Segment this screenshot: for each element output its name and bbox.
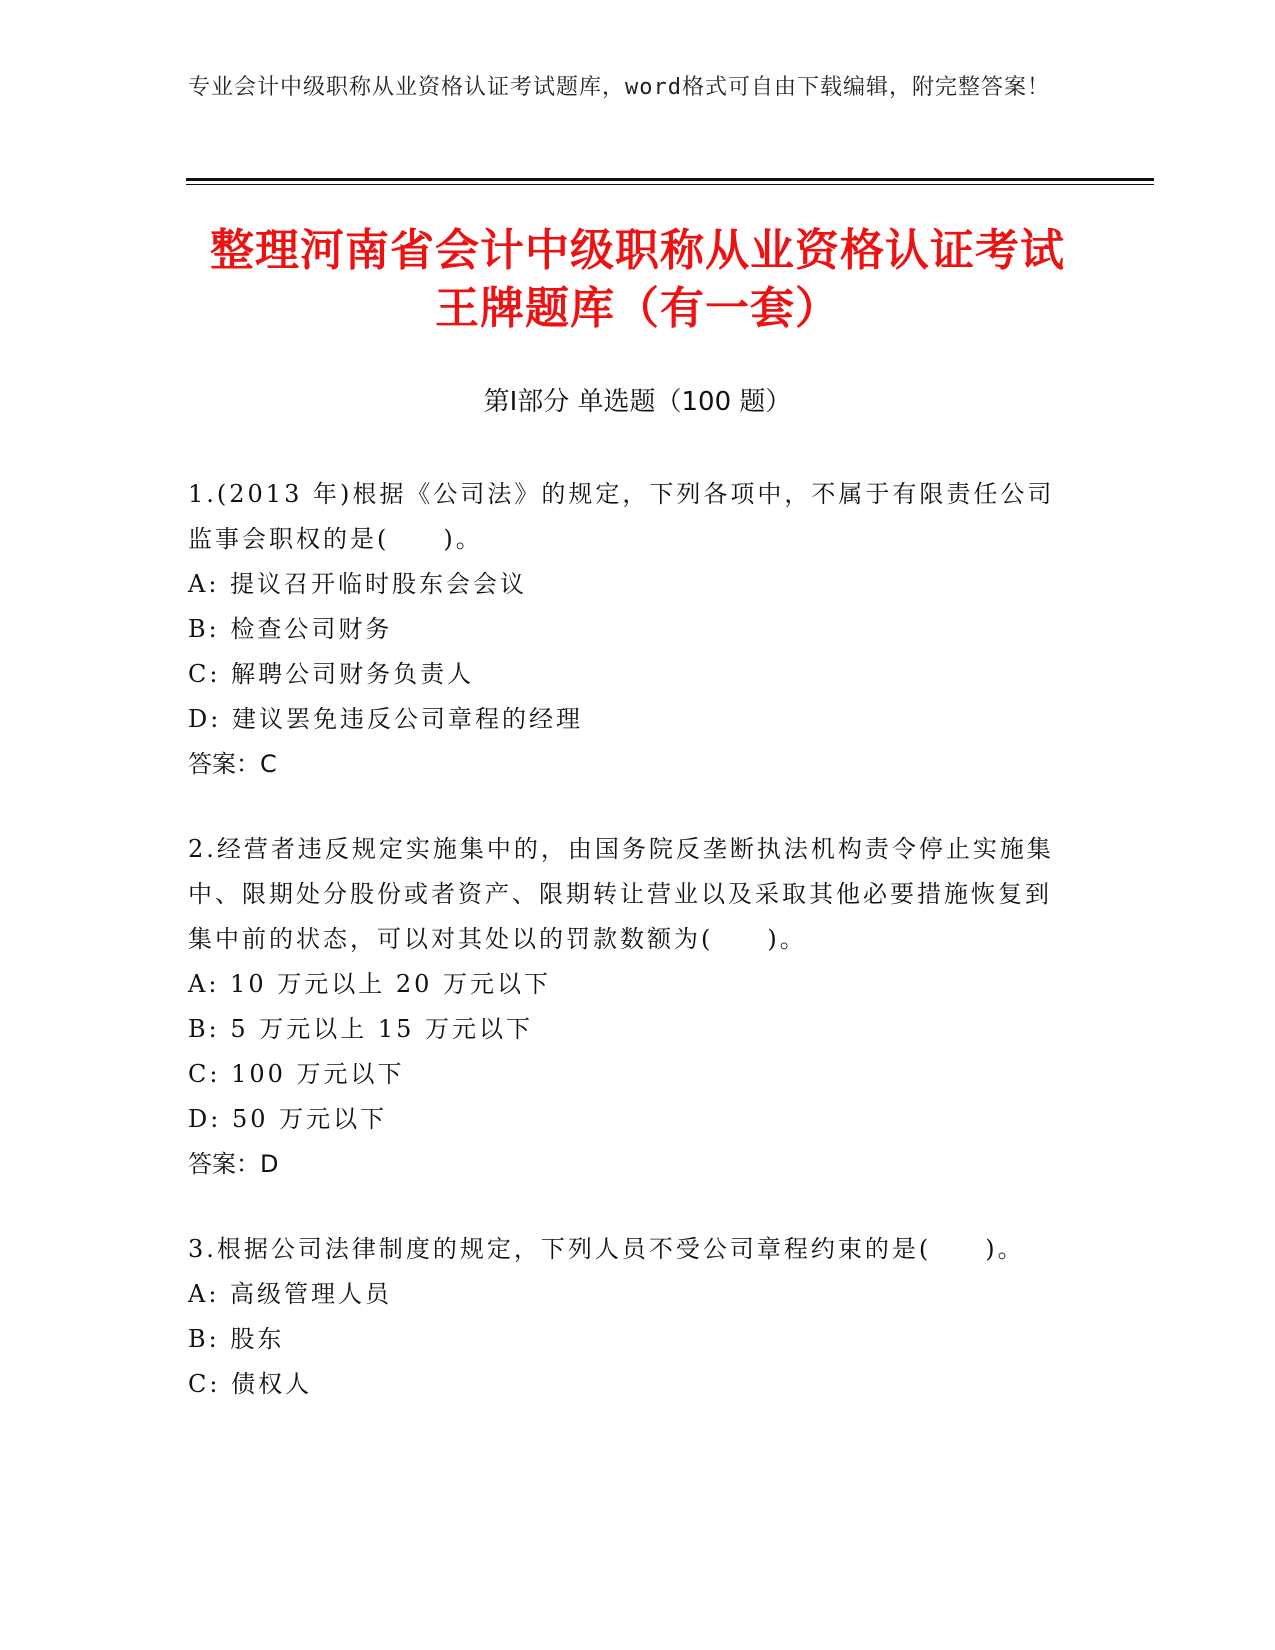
header-note: 专业会计中级职称从业资格认证考试题库，word格式可自由下载编辑，附完整答案！ <box>188 75 1050 100</box>
option-a: A: 高级管理人员 <box>188 1280 393 1308</box>
option-d: D: 50 万元以下 <box>188 1105 388 1133</box>
question-2 <box>188 827 1068 1187</box>
option-d: D: 建议罢免违反公司章程的经理 <box>188 705 583 733</box>
answer: 答案：D <box>188 1150 279 1178</box>
header-divider-thin <box>186 184 1154 185</box>
question-stem: 3.根据公司法律制度的规定，下列人员不受公司章程约束的是( )。 <box>188 1235 1025 1263</box>
question-stem: 1.(2013 年)根据《公司法》的规定，下列各项中，不属于有限责任公司监事会职权的是( )。 <box>188 480 1055 553</box>
option-b: B: 5 万元以上 15 万元以下 <box>188 1015 534 1043</box>
answer: 答案：C <box>188 750 277 778</box>
option-c: C: 债权人 <box>188 1370 313 1398</box>
option-a: A: 提议召开临时股东会会议 <box>188 570 528 598</box>
document-title-line-2: 王牌题库（有一套） <box>435 283 840 334</box>
option-a: A: 10 万元以上 20 万元以下 <box>188 970 552 998</box>
header-divider-thick <box>186 178 1154 181</box>
question-3 <box>188 1227 1068 1407</box>
document-title <box>150 222 1125 338</box>
document-title-line-1: 整理河南省会计中级职称从业资格认证考试 <box>210 225 1065 276</box>
question-stem: 2.经营者违反规定实施集中的，由国务院反垄断执法机构责令停止实施集中、限期处分股份或者资产、限期转让营业以及采取其他必要措施恢复到集中前的状态，可以对其处以的罚款数额为( )。 <box>188 835 1054 953</box>
option-b: B: 检查公司财务 <box>188 615 393 643</box>
option-c: C: 100 万元以下 <box>188 1060 405 1088</box>
option-b: B: 股东 <box>188 1325 285 1353</box>
question-1 <box>188 472 1068 787</box>
option-c: C: 解聘公司财务负责人 <box>188 660 475 688</box>
question-list <box>188 472 1068 1447</box>
section-title: 第Ⅰ部分 单选题（100 题） <box>483 387 792 417</box>
